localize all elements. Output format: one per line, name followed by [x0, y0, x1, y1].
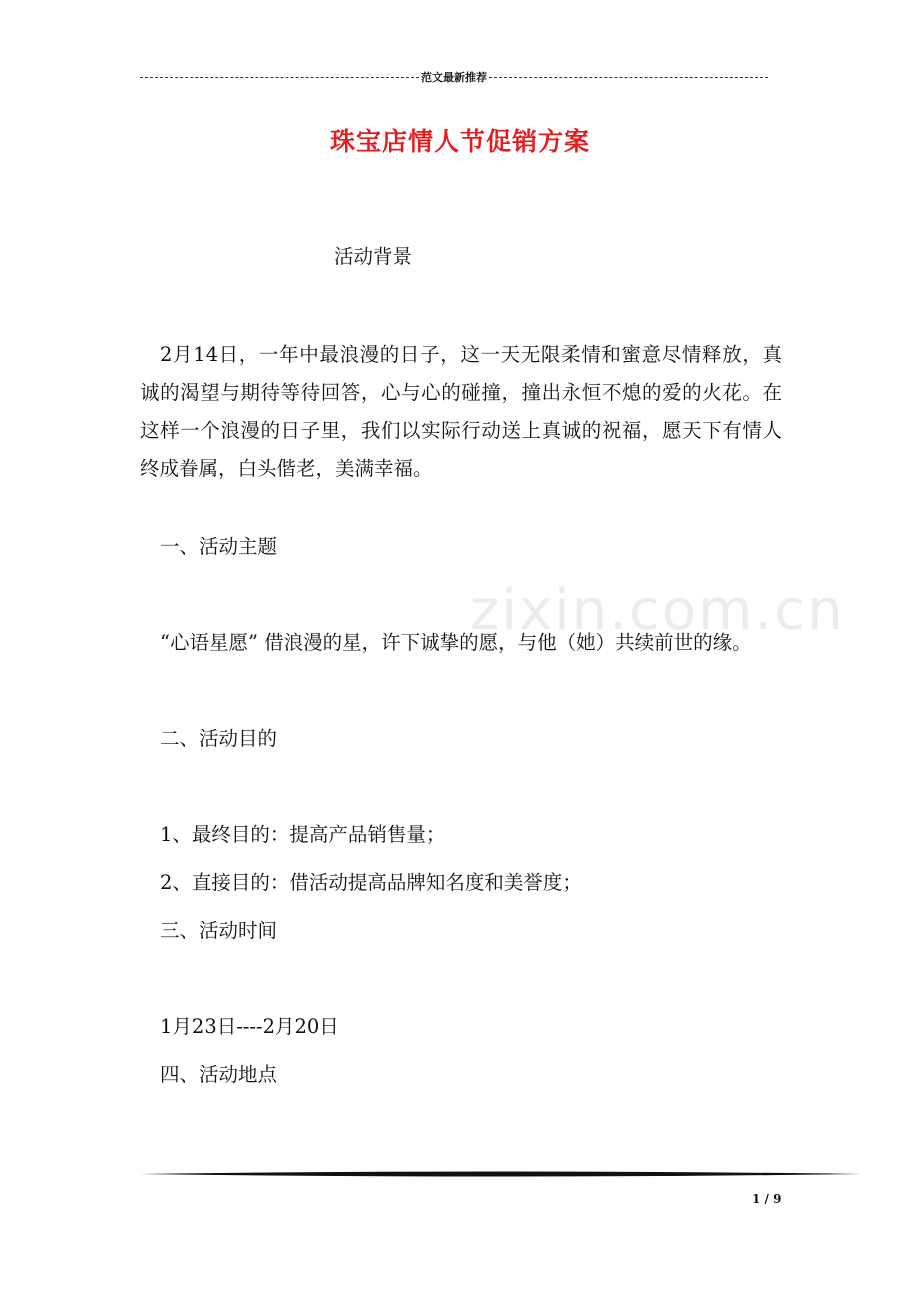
section2-item-1: 1、最终目的：提高产品销售量； [160, 823, 446, 846]
section1-heading: 一、活动主题 [160, 535, 278, 558]
section3-heading: 三、活动时间 [160, 919, 278, 942]
background-heading: 活动背景 [334, 245, 413, 268]
watermark: zixin.com.cn [470, 578, 845, 643]
section3-paragraph: 1月23日----2月20日 [160, 1015, 339, 1038]
header-rule [140, 70, 768, 84]
header-dash-right [489, 77, 768, 78]
section4-heading: 四、活动地点 [160, 1063, 278, 1086]
footer-rule [140, 1170, 862, 1178]
document-title: 珠宝店情人节促销方案 [329, 127, 590, 156]
section2-heading: 二、活动目的 [160, 727, 278, 750]
header-label: 范文最新推荐 [421, 71, 487, 84]
section2-item-2: 2、直接目的：借活动提高品牌知名度和美誉度； [160, 871, 582, 894]
background-paragraph: 2月14日，一年中最浪漫的日子，这一天无限柔情和蜜意尽情释放，真诚的渴望与期待等待回答，心与心的碰撞，撞出永恒不熄的爱的火花。在这样一个浪漫的日子里，我们以实际行动送上真诚的祝福，愿天下有情人终成眷属，白头偕老，美满幸福。 [140, 343, 782, 480]
page-number: 1 / 9 [752, 1192, 782, 1206]
header-dash-left [140, 77, 419, 78]
section1-paragraph: “心语星愿” 借浪漫的星，许下诚挚的愿，与他（她）共续前世的缘。 [160, 631, 752, 654]
